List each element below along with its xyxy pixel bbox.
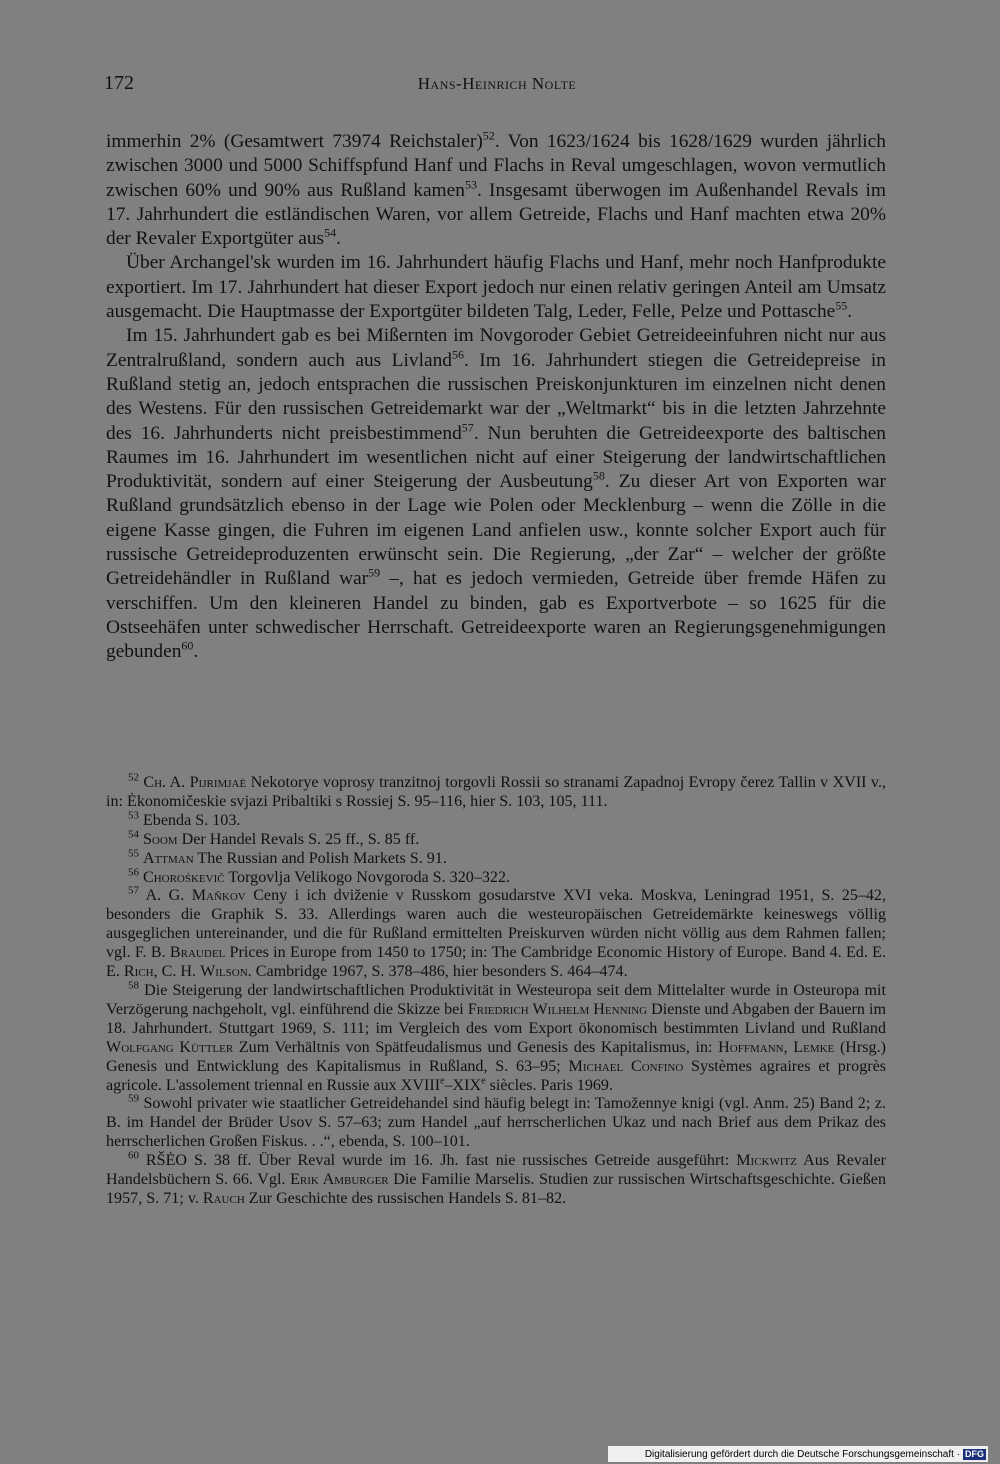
footnote: $^{60}$ RŠĖO S. 38 ff. Über Reval wurde im 16. Jh. fast nie russisches Getreide ausgeführt: Mickwitz Aus Revaler Handelsbüchern S. 66. Vgl. Erik Amburger Die Familie Marselis. Studien zur russischen Wirtschaftsgeschichte. Gießen 1957, S. 71; v. Rauch Zur Geschichte des russischen Handels S. 81–82.	[106, 1149, 886, 1207]
footnote-ref[interactable]: 52	[482, 128, 495, 143]
funding-notice: Digitalisierung gefördert durch die Deutsche Forschungsgemeinschaft ·	[644, 1448, 960, 1460]
page-header	[104, 72, 890, 104]
footnote-ref[interactable]: 59	[368, 565, 381, 580]
running-head: Hans-Heinrich Nolte	[417, 74, 577, 93]
footnote-ref[interactable]: 58	[592, 468, 605, 483]
dfg-logo: DFG	[965, 1448, 984, 1459]
footnote-ref[interactable]: 54	[324, 225, 337, 240]
footnote: $^{53}$ Ebenda S. 103.	[128, 809, 241, 829]
page-number: 172	[104, 72, 134, 94]
paragraph: immerhin 2% (Gesamtwert 73974 Reichstaler)$^{52}$. Von 1623/1624 bis 1628/1629 wurden jährlich zwischen 3000 und 5000 Schiffspfund Hanf und Flachs in Reval umgeschlagen, wovon vermutlich zwischen 60% und 90% aus Rußland kamen$^{53}$. Insgesamt überwogen im Außenhandel Revals im 17. Jahrhundert die estländischen Waren, vor allem Getreide, Flachs und Hanf machten etwa 20% der Revaler Exportgüter aus$^{54}$.	[106, 128, 886, 250]
paragraph: Über Archangel'sk wurden im 16. Jahrhundert häufig Flachs und Hanf, mehr noch Hanfprodukte exportiert. Im 17. Jahrhundert hat dieser Export jedoch nur einen relativ geringen Anteil am Umsatz ausgemacht. Die Hauptmasse der Exportgüter bildeten Talg, Leder, Felle, Pelze und Pottasche$^{55}$.	[106, 252, 886, 323]
footnote-ref[interactable]: 57	[461, 420, 474, 435]
main-text	[106, 130, 886, 665]
footnote: $^{59}$ Sowohl privater wie staatlicher Getreidehandel sind häufig belegt in: Tamožennye knigi (vgl. Anm. 25) Band 2; z. B. im Handel der Brüder Usov S. 57–63; zum Handel „auf herrscherlichen Ukaz und nach Brief aus dem Prikaz des herrscherlichen Großen Fiskus. . .“, ebenda, S. 100–101.	[106, 1093, 886, 1151]
digitization-footer	[608, 1446, 988, 1462]
footnote-ref[interactable]: 56	[451, 347, 464, 362]
footnote: $^{58}$ Die Steigerung der landwirtschaftlichen Produktivität in Westeuropa seit dem Mittelalter wurde in Osteuropa mit Verzögerung nachgeholt, vgl. einführend die Skizze bei Friedrich Wilhelm Henning Dienste und Abgaben der Bauern im 18. Jahrhundert. Stuttgart 1969, S. 111; im Vergleich des vom Export ökonomisch bestimmten Livland und Rußland Wolfgang Küttler Zum Verhältnis von Spätfeudalismus und Genesis des Kapitalismus, in: Hoffmann, Lemke (Hrsg.) Genesis und Entwicklung des Kapitalismus in Rußland, S. 63–95; Michael Confino Systèmes agraires et progrès agricole. L'assolement triennal en Russie aux XVIIIe–XIXe siècles. Paris 1969.	[106, 979, 887, 1094]
footnote-ref[interactable]: 53	[464, 177, 477, 192]
footnote: $^{57}$ A. G. Maňkov Ceny i ich dviženie v Russkom gosudarstve XVI veka. Moskva, Leningrad 1951, S. 25–42, besonders die Graphik S. 33. Allerdings waren auch die westeuropäischen Getreidemärkte keineswegs völlig ausgeglichen untereinander, und die für Rußland ermittelten Preiskurven würden nicht völlig aus dem Rahmen fallen; vgl. F. B. Braudel Prices in Europe from 1450 to 1750; in: The Cambridge Economic History of Europe. Band 4. Ed. E. E. Rich, C. H. Wilson. Cambridge 1967, S. 378–486, hier besonders S. 464–474.	[106, 885, 887, 981]
footnotes	[106, 771, 887, 1209]
footnote-ref[interactable]: 55	[835, 298, 848, 313]
footnote: $^{55}$ Attman The Russian and Polish Markets S. 91.	[128, 847, 447, 867]
footnote-ref[interactable]: 60	[181, 638, 194, 653]
footnote: $^{56}$ Chorośkevič Torgovlja Velikogo Novgoroda S. 320–322.	[128, 866, 511, 886]
footnote: $^{52}$ Ch. A. Pijrimjaė Nekotorye voprosy tranzitnoj torgovli Rossii so stranami Zapadnoj Evropy čerez Tallin v XVII v., in: Ėkonomičeskie svjazi Pribaltiki s Rossiej S. 95–116, hier S. 103, 105, 111.	[106, 771, 886, 810]
paragraph: Im 15. Jahrhundert gab es bei Mißernten im Novgoroder Gebiet Getreideeinfuhren nicht nur aus Zentralrußland, sondern auch aus Livland$^{56}$. Im 16. Jahrhundert stiegen die Getreidepreise in Rußland stetig an, jedoch entsprachen die russischen Preiskonjunkturen im einzelnen nicht denen des Westens. Für den russischen Getreidemarkt war der „Weltmarkt“ bis in die letzten Jahrzehnte des 16. Jahrhunderts nicht preisbestimmend$^{57}$. Nun beruhten die Getreideexporte des baltischen Raumes im 16. Jahrhundert im wesentlichen nicht auf einer Steigerung der landwirtschaftlichen Produktivität, sondern auf einer Steigerung der Ausbeutung$^{58}$. Zu dieser Art von Exporten war Rußland grundsätzlich ebenso in der Lage wie Polen oder Mecklenburg – wenn die Zölle in die eigene Kasse gingen, die Fuhren im eigenen Land anfielen usw., konnte solcher Export auch für russische Getreideproduzenten erwünscht sein. Die Regierung, „der Zar“ – welcher der größte Getreidehändler in Rußland war$^{59}$ –, hat es jedoch vermieden, Getreide über fremde Häfen zu verschiffen. Um den kleineren Handel zu binden, gab es Exportverbote – so 1625 für die Ostseehäfen unter schwedischer Herrschaft. Getreideexporte waren an Regierungsgenehmigungen gebunden$^{60}$.	[106, 325, 887, 663]
footnote: $^{54}$ Soom Der Handel Revals S. 25 ff., S. 85 ff.	[128, 828, 420, 848]
